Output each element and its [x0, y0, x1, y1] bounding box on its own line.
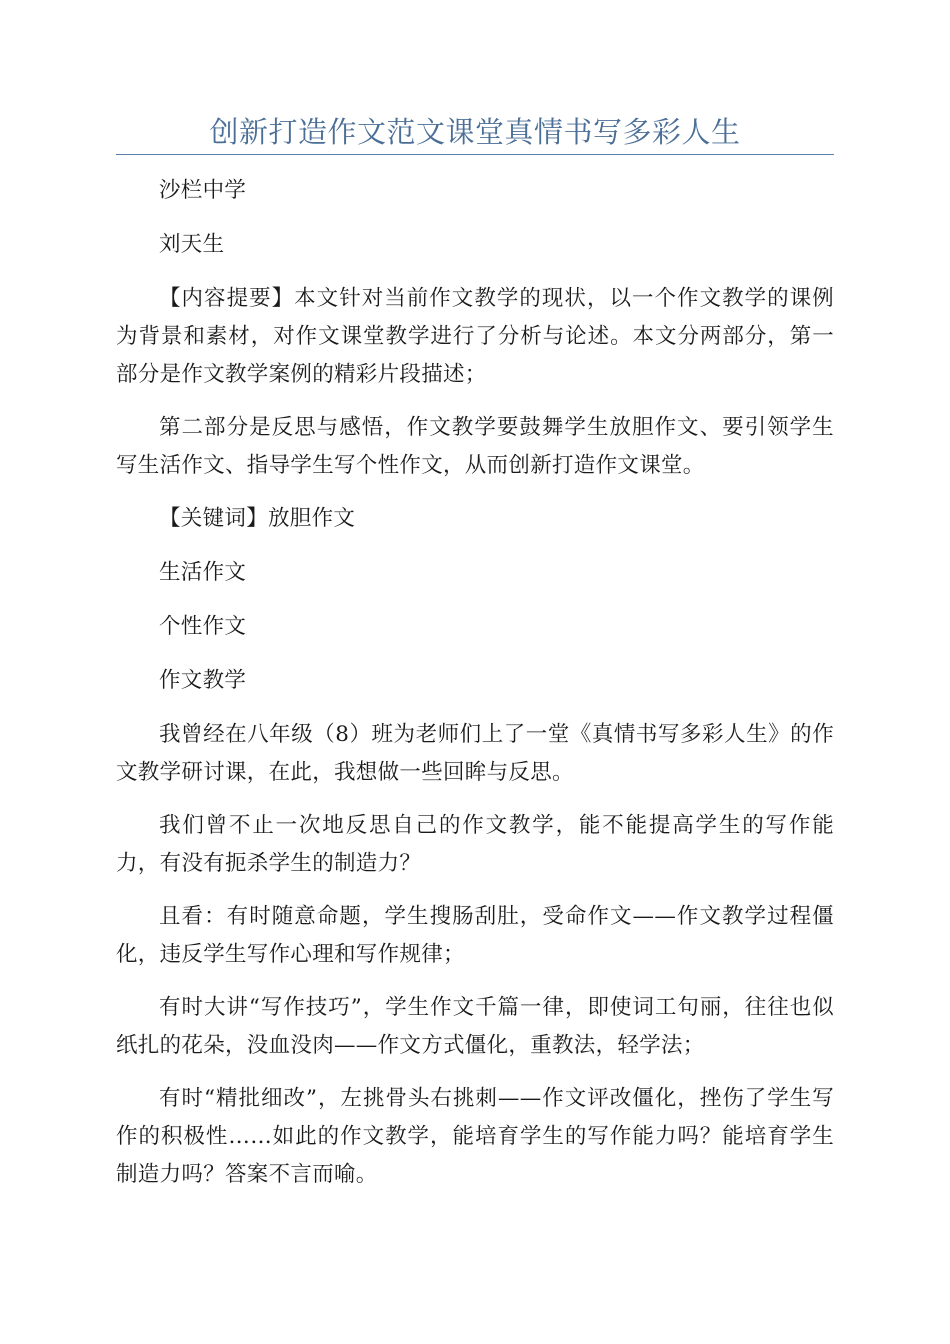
keyword-item: 作文教学	[159, 668, 247, 693]
body-paragraph: 有时“精批细改”，左挑骨头右挑刺——作文评改僵化，挫伤了学生写作的积极性……如此的作文教学，能培育学生的写作能力吗？能培育学生制造力吗？答案不言而喻。	[116, 1086, 834, 1187]
title-underline	[116, 154, 834, 155]
keyword-item: 个性作文	[159, 614, 247, 639]
abstract-continuation: 第二部分是反思与感悟，作文教学要鼓舞学生放胆作文、要引领学生写生活作文、指导学生写个性作文，从而创新打造作文课堂。	[116, 415, 834, 478]
body-paragraph: 我曾经在八年级（8）班为老师们上了一堂《真情书写多彩人生》的作文教学研讨课，在此，我想做一些回眸与反思。	[116, 722, 834, 785]
author-name: 刘天生	[159, 232, 225, 257]
body-paragraph: 我们曾不止一次地反思自己的作文教学，能不能提高学生的写作能力，有没有扼杀学生的制造力？	[116, 813, 834, 876]
school-name: 沙栏中学	[159, 178, 247, 203]
document-title: 创新打造作文范文课堂真情书写多彩人生	[209, 115, 741, 149]
body-paragraph: 且看：有时随意命题，学生搜肠刮肚，受命作文——作文教学过程僵化，违反学生写作心理和写作规律；	[116, 904, 834, 967]
body-paragraph: 有时大讲“写作技巧”，学生作文千篇一律，即使词工句丽，往往也似纸扎的花朵，没血没肉——作文方式僵化，重教法，轻学法；	[116, 995, 834, 1058]
document-body	[116, 172, 834, 1209]
keyword-item: 生活作文	[159, 560, 247, 585]
keywords-line: 【关键词】放胆作文	[159, 506, 356, 531]
abstract-paragraph: 【内容提要】本文针对当前作文教学的现状，以一个作文教学的课例为背景和素材，对作文课堂教学进行了分析与论述。本文分两部分，第一部分是作文教学案例的精彩片段描述；	[116, 286, 834, 387]
